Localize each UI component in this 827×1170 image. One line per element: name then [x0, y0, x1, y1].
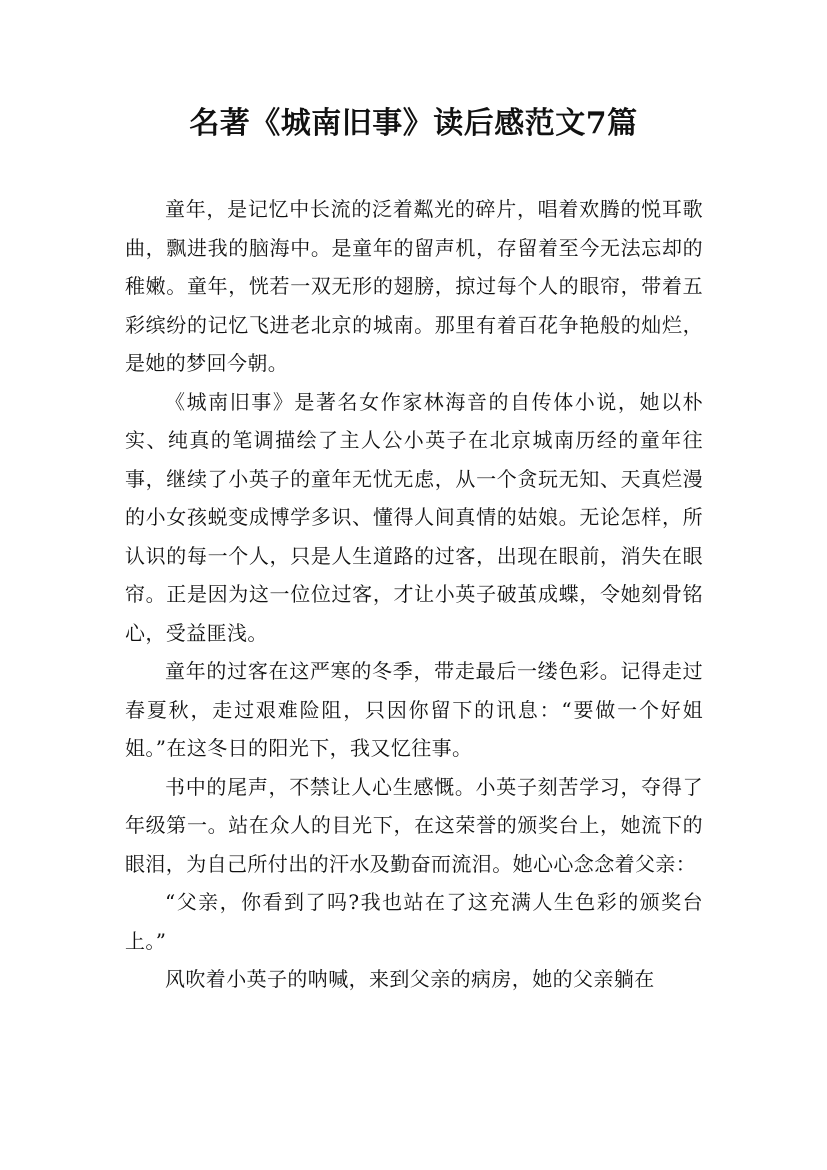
paragraph: 《城南旧事》是著名女作家林海音的自传体小说，她以朴实、纯真的笔调描绘了主人公小英子在北京城南历经的童年往事，继续了小英子的童年无忧无虑，从一个贪玩无知、天真烂漫的小女孩蜕变成博学多识、懂得人间真情的姑娘。无论怎样，所认识的每一个人，只是人生道路的过客，出现在眼前，消失在眼帘。正是因为这一位位过客，才让小英子破茧成蝶，令她刻骨铭心，受益匪浅。	[125, 389, 703, 645]
paragraph: 风吹着小英子的呐喊，来到父亲的病房，她的父亲躺在	[165, 967, 655, 991]
document-body	[125, 190, 703, 999]
paragraph: 书中的尾声，不禁让人心生感慨。小英子刻苦学习，夺得了年级第一。站在众人的目光下，在这荣誉的颁奖台上，她流下的眼泪，为自己所付出的汗水及勤奋而流泪。她心心念念着父亲：	[125, 774, 703, 876]
paragraph: 童年，是记忆中长流的泛着粼光的碎片，唱着欢腾的悦耳歌曲，飘进我的脑海中。是童年的留声机，存留着至今无法忘却的稚嫩。童年，恍若一双无形的翅膀，掠过每个人的眼帘，带着五彩缤纷的记忆飞进老北京的城南。那里有着百花争艳般的灿烂，是她的梦回今朝。	[125, 197, 703, 375]
paragraph: “父亲，你看到了吗?我也站在了这充满人生色彩的颁奖台上。”	[125, 890, 703, 953]
document-title: 名著《城南旧事》读后感范文7篇	[189, 106, 638, 141]
paragraph: 童年的过客在这严寒的冬季，带走最后一缕色彩。记得走过春夏秋，走过艰难险阻，只因你留下的讯息：“要做一个好姐姐。”在这冬日的阳光下，我又忆往事。	[125, 659, 703, 760]
